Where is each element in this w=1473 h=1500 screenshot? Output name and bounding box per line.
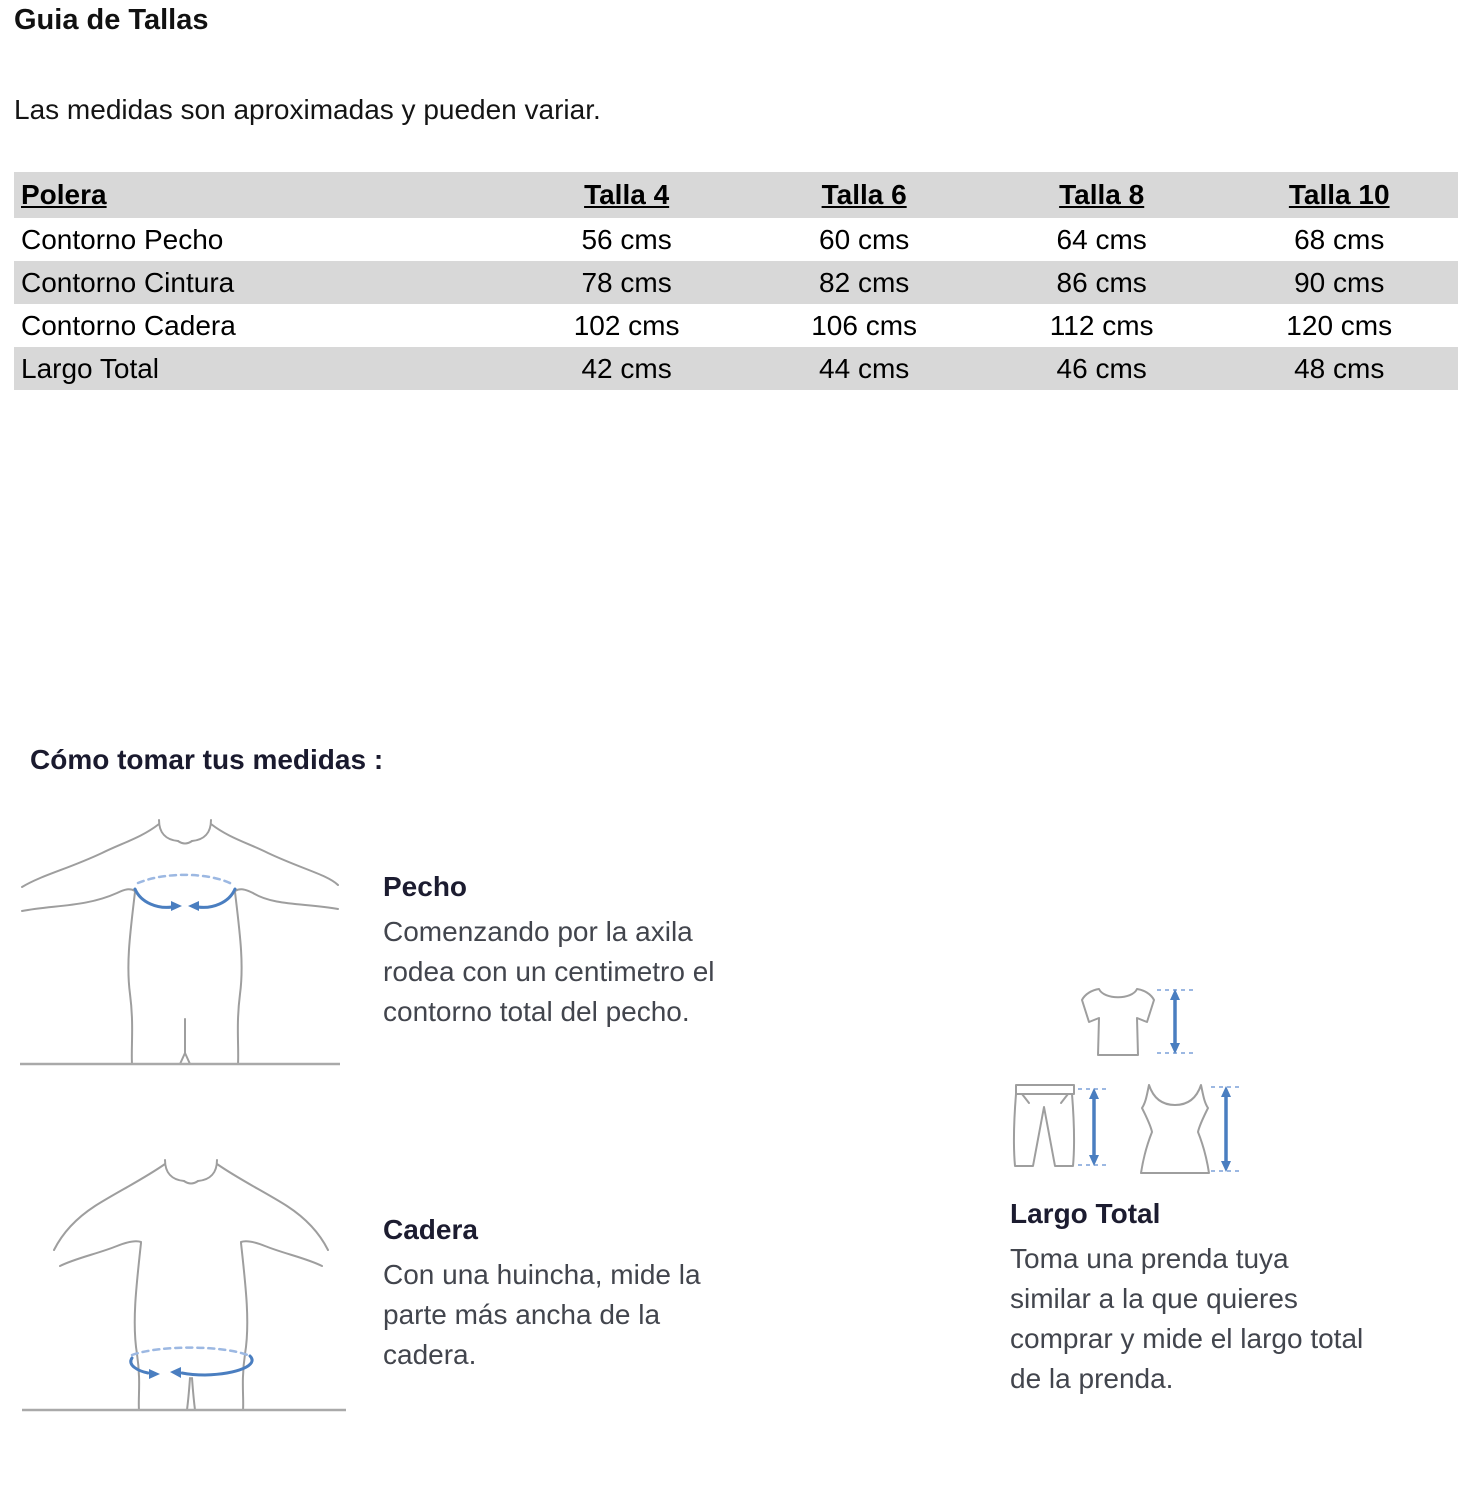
table-row-largo-total [14,347,1458,390]
pecho-text-line: Comenzando por la axila [383,916,693,947]
cell-value: 48 cms [1294,352,1385,384]
hip-tape-icon [131,1348,252,1379]
cell-value: 64 cms [1056,223,1147,255]
cell-value: 78 cms [581,266,672,298]
table-row-contorno-cintura [14,261,1458,304]
cell-value: 90 cms [1294,266,1385,298]
row-label: Contorno Pecho [21,223,224,255]
table-row-contorno-pecho [14,218,1458,261]
cell-value: 68 cms [1294,223,1385,255]
section-title-largo-total: Largo Total [1010,1198,1161,1229]
largo-text-line: similar a la que quieres [1010,1283,1298,1314]
cell-value: 42 cms [581,352,672,384]
size-header-talla4: Talla 4 [584,179,670,210]
body-outline-back-arms-out [22,820,338,1064]
cadera-text-line: cadera. [383,1339,477,1370]
cell-value: 86 cms [1056,266,1147,298]
largo-text-line: de la prenda. [1010,1363,1174,1394]
section-pecho [383,871,715,1032]
size-header-talla6: Talla 6 [821,179,907,210]
cell-value: 82 cms [819,266,910,298]
cadera-text-line: parte más ancha de la [383,1299,661,1330]
cell-value: 44 cms [819,352,910,384]
cell-value: 102 cms [573,309,680,341]
size-header-talla10: Talla 10 [1288,179,1390,210]
pecho-text-line: contorno total del pecho. [383,996,690,1027]
largo-text-line: Toma una prenda tuya [1010,1243,1289,1274]
row-label: Contorno Cadera [21,309,236,341]
length-arrow-icon [1078,1088,1108,1166]
row-label: Contorno Cintura [21,266,235,298]
chest-tape-icon [135,875,235,911]
cell-value: 56 cms [581,223,672,255]
page-title: Guia de Tallas [14,4,209,36]
product-header: Polera [21,179,107,210]
cadera-text-line: Con una huincha, mide la [383,1259,701,1290]
dress-icon [1141,1085,1209,1173]
length-arrow-icon [1211,1086,1239,1172]
largo-text-line: comprar y mide el largo total [1010,1323,1364,1354]
cell-value: 60 cms [819,223,910,255]
section-title-cadera: Cadera [383,1214,478,1245]
table-row-contorno-cadera [14,304,1458,347]
how-to-heading: Cómo tomar tus medidas : [30,744,384,775]
size-table-header-row [14,172,1458,218]
garment-length-icons [998,975,1242,1182]
tshirt-icon [1082,989,1154,1055]
cell-value: 46 cms [1056,352,1147,384]
length-arrow-icon [1157,989,1195,1054]
size-table [14,172,1458,390]
hip-measurement-figure [12,1152,360,1420]
page-subtitle: Las medidas son aproximadas y pueden variar. [14,94,601,125]
chest-measurement-figure [12,812,348,1074]
section-title-pecho: Pecho [383,871,468,902]
pants-icon [1014,1085,1074,1166]
body-outline-back-arms-down [54,1160,328,1410]
cell-value: 120 cms [1286,309,1393,341]
size-header-talla8: Talla 8 [1059,179,1145,210]
row-label: Largo Total [21,352,160,384]
cell-value: 106 cms [811,309,918,341]
section-largo-total [1010,1198,1363,1399]
pecho-text-line: rodea con un centimetro el [383,956,715,987]
section-cadera [383,1214,701,1375]
cell-value: 112 cms [1049,309,1154,341]
